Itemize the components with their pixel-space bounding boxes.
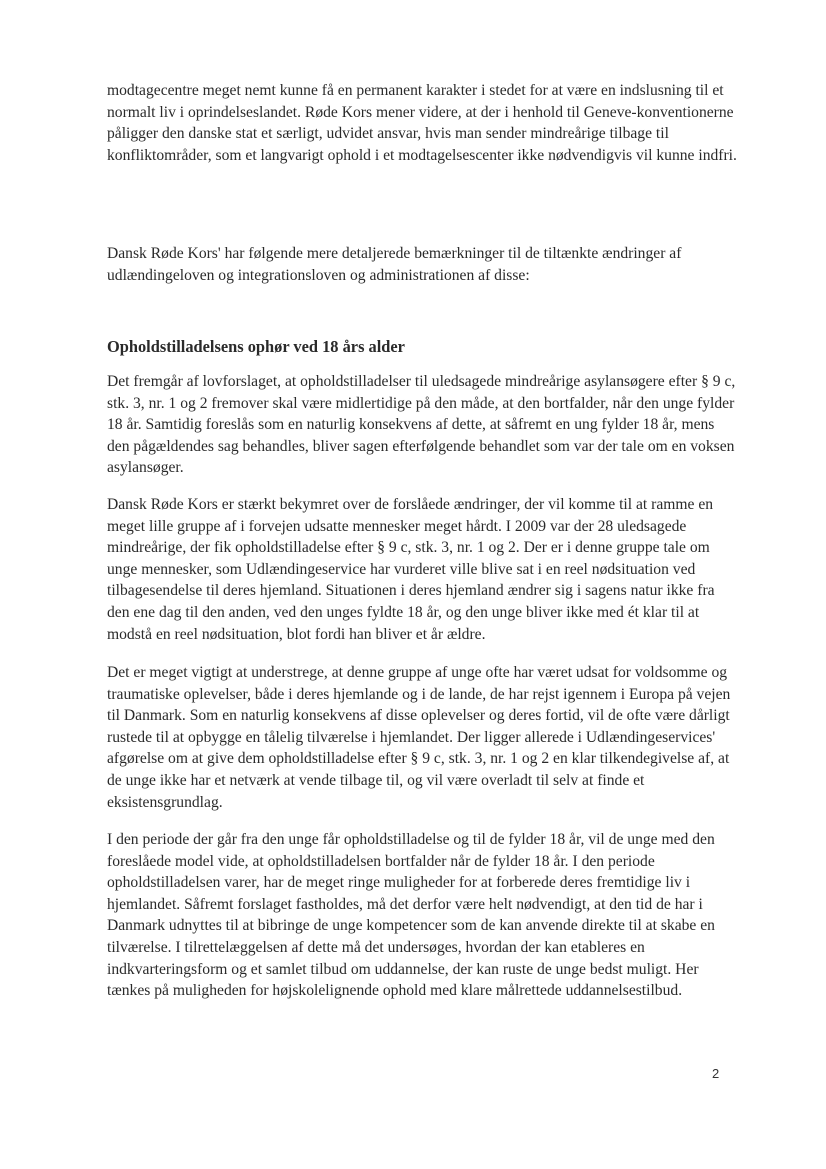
section-paragraph-1: Det fremgår af lovforslaget, at opholdstilladelser til uledsagede mindreårige asylansøgere efter § 9 c, stk. 3, nr. 1 og 2 fremover skal være midlertidige på den måde, at den bortfalder, når den unge fylder 18 år. Samtidig foreslås som en naturlig konsekvens af dette, at såfremt en ung fylder 18 år, mens den pågældendes sag behandles, bliver sagen efterfølgende behandlet som var der tale om en voksen asylansøger. [107, 373, 736, 477]
section-paragraph-3: Det er meget vigtigt at understrege, at denne gruppe af unge ofte har været udsat for voldsomme og traumatiske oplevelser, både i deres hjemlande og i de lande, de har rejst igennem i Europa på vejen til Danmark. Som en naturlig konsekvens af disse oplevelser og deres fortid, vil de ofte være dårligt rustede til at opbygge en tålelig tilværelse i hjemlandet. Der ligger allerede i Udlændingeservices' afgørelse om at give dem opholdstilladelse efter § 9 c, stk. 3, nr. 1 og 2 en klar tilkendegivelse af, at de unge ikke har et netværk at vende tilbage til, og vil være overladt til selv at finde et eksistensgrundlag. [107, 664, 731, 811]
paragraph-remarks-intro: Dansk Røde Kors' har følgende mere detaljerede bemærkninger til de tiltænkte ændringer af udlændingeloven og integrationsloven og administrationen af disse: [107, 245, 682, 284]
section-paragraph-2: Dansk Røde Kors er stærkt bekymret over de forslåede ændringer, der vil komme til at ramme en meget lille gruppe af i forvejen udsatte mennesker meget hårdt. I 2009 var der 28 uledsagede mindreårige, der fik opholdstilladelse efter § 9 c, stk. 3, nr. 1 og 2. Der er i denne gruppe tale om unge mennesker, som Udlændingeservice har vurderet ville blive sat i en reel nødsituation ved tilbagesendelse til deres hjemland. Situationen i deres hjemland ændrer sig i sagens natur ikke fra den ene dag til den anden, ved den unges fyldte 18 år, og den unge bliver ikke med ét klar til at modstå en reel nødsituation, blot fordi han bliver et år ældre. [107, 496, 715, 643]
section-paragraph-4: I den periode der går fra den unge får opholdstilladelse og til de fylder 18 år, vil de unge med den foreslåede model vide, at opholdstilladelsen bortfalder når de fylder 18 år. I den periode opholdstilladelsen varer, har de meget ringe muligheder for at forberede deres fremtidige liv i hjemlandet. Såfremt forslaget fastholdes, må det derfor være helt nødvendigt, at den tid de har i Danmark udnyttes til at bibringe de unge kompetencer som de kan anvende direkte til at skabe en tilværelse. I tilrettelæggelsen af dette må det undersøges, hvordan der kan etableres en indkvarteringsform og et samlet tilbud om uddannelse, der kan ruste de unge bedst muligt. Her tænkes på muligheden for højskolelignende ophold med klare målrettede uddannelsestilbud. [107, 831, 715, 1000]
page-number: 2 [712, 1066, 720, 1081]
paragraph-intro-continuation: modtagecentre meget nemt kunne få en permanent karakter i stedet for at være en indslusning til et normalt liv i oprindelseslandet. Røde Kors mener videre, at der i henhold til Geneve-konventionerne påligger den danske stat et særligt, udvidet ansvar, hvis man sender mindreårige tilbage til konfliktområder, som et langvarigt ophold i et modtagelsescenter ikke nødvendigvis vil kunne indfri. [107, 82, 737, 164]
section-heading: Opholdstilladelsens ophør ved 18 års alder [107, 337, 405, 356]
